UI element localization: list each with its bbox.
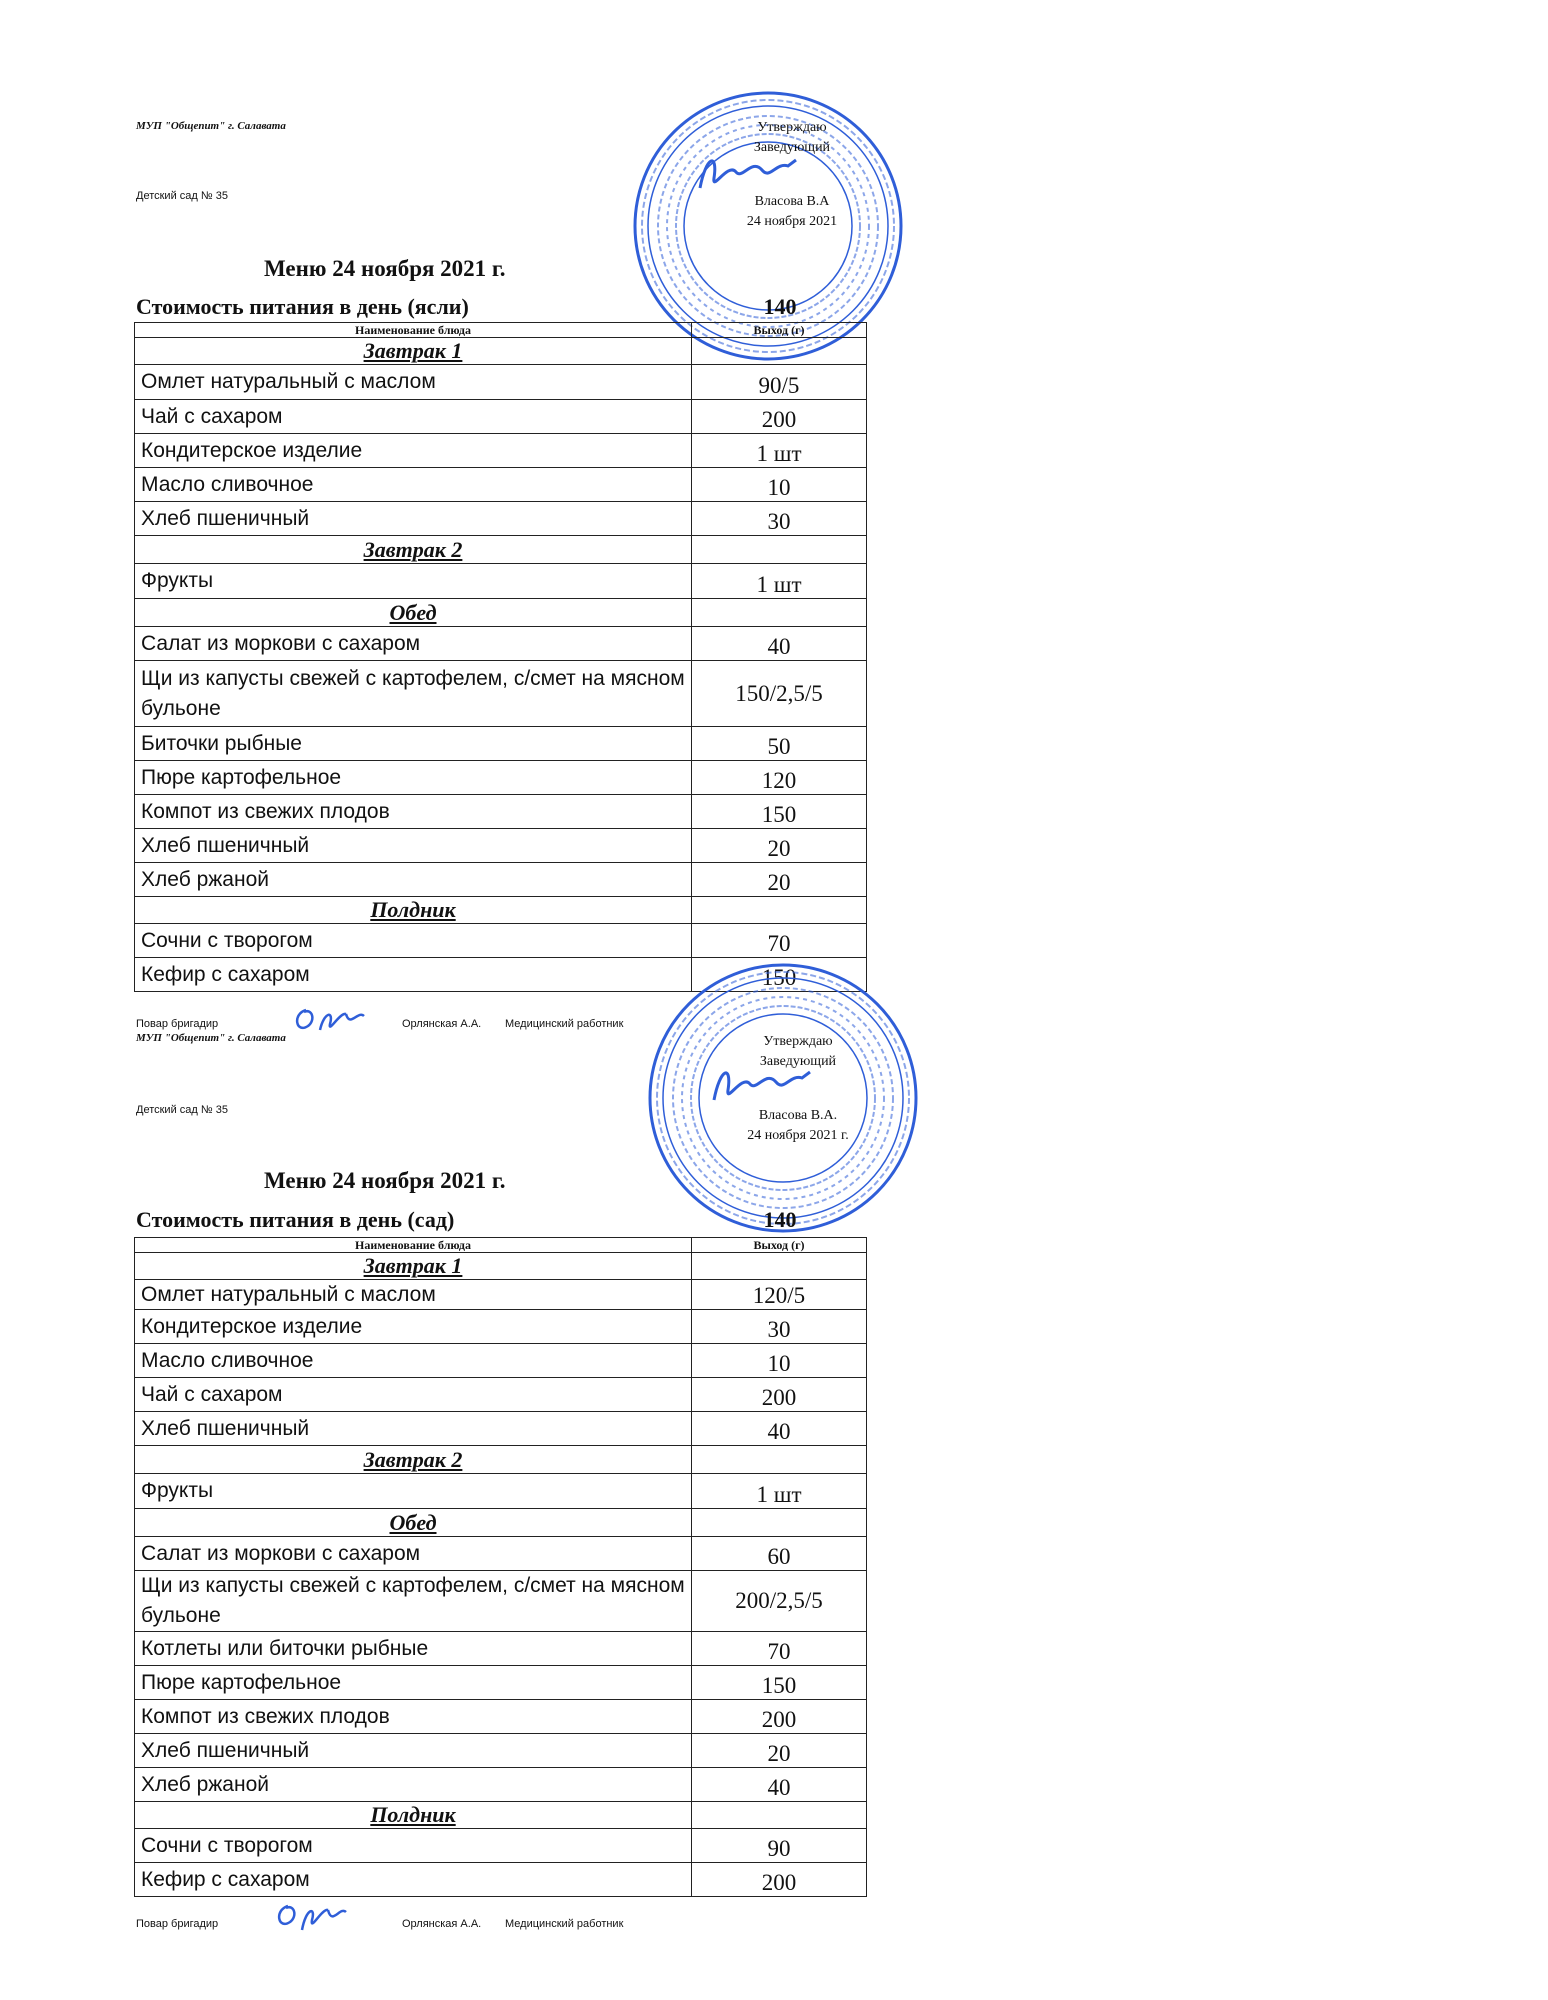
table-row [135,1310,867,1344]
table-row [135,761,867,795]
cost-value: 140 [763,294,797,319]
section-title: Полдник [135,897,692,924]
dish-name: Сочни с творогом [135,1829,692,1863]
head-name: Власова В.А. [758,1108,838,1123]
kindergarten-name: Детский сад № 35 [136,190,228,202]
table-row [135,365,867,400]
dish-name: Фрукты [135,564,692,599]
menu-title: Меню 24 ноября 2021 г. [264,1168,506,1193]
dish-name: Чай с сахаром [135,400,692,434]
table-header-row [135,323,867,338]
section-title: Обед [135,1509,692,1537]
cook-signature [272,1896,352,1947]
table-row [135,1768,867,1802]
table-row [135,727,867,761]
dish-yield: 200 [692,1700,867,1734]
dish-name: Омлет натуральный с маслом [135,365,692,400]
dish-name: Пюре картофельное [135,1666,692,1700]
table-row [135,1632,867,1666]
header-dish-name: Наименование блюда [135,1238,692,1253]
dish-yield: 60 [692,1537,867,1571]
table-row [135,564,867,599]
dish-yield: 20 [692,829,867,863]
section-title: Завтрак 2 [135,1446,692,1474]
table-row [135,924,867,958]
footer-cook-label: Повар бригадир [136,1918,219,1930]
table-row [135,502,867,536]
table-row [135,1412,867,1446]
section-row [135,1802,867,1829]
dish-yield: 200 [692,1863,867,1897]
dish-name: Биточки рыбные [135,727,692,761]
dish-yield: 200 [692,400,867,434]
dish-yield: 20 [692,863,867,897]
dish-name: Масло сливочное [135,468,692,502]
dish-name: Кефир с сахаром [135,1863,692,1897]
dish-yield: 200 [692,1378,867,1412]
section-title: Завтрак 2 [135,536,692,564]
dish-yield: 50 [692,727,867,761]
table-row [135,1378,867,1412]
dish-name: Компот из свежих плодов [135,1700,692,1734]
table-row [135,434,867,468]
section-row [135,338,867,365]
table-row [135,1537,867,1571]
table-row [135,1863,867,1897]
dish-name: Хлеб пшеничный [135,1412,692,1446]
dish-name: Пюре картофельное [135,761,692,795]
head-title: Заведующий [759,1054,837,1069]
footer-cook-name: Орлянская А.А. [402,1918,482,1930]
dish-yield: 120/5 [692,1280,867,1310]
dish-yield: 1 шт [692,1474,867,1509]
dish-name: Масло сливочное [135,1344,692,1378]
cost-label: Стоимость питания в день (ясли) [136,294,469,319]
section-row [135,1446,867,1474]
section-title: Завтрак 1 [135,338,692,365]
table-row [135,829,867,863]
section-title: Обед [135,599,692,627]
cost-label: Стоимость питания в день (сад) [136,1207,455,1232]
section-title: Завтрак 1 [135,1253,692,1280]
head-signature [706,1060,816,1115]
dish-yield: 10 [692,468,867,502]
dish-name: Хлеб ржаной [135,863,692,897]
dish-yield: 150 [692,1666,867,1700]
footer-cook-label: Повар бригадир [136,1018,219,1030]
table-header-row [135,1238,867,1253]
dish-name: Кондитерское изделие [135,1310,692,1344]
dish-yield: 40 [692,627,867,661]
table-row [135,1700,867,1734]
dish-name: Щи из капусты свежей с картофелем, с/смет на мясном бульоне [135,1571,692,1632]
dish-yield: 70 [692,924,867,958]
table-row [135,1666,867,1700]
kindergarten-name: Детский сад № 35 [136,1104,228,1116]
dish-name: Салат из моркови с сахаром [135,627,692,661]
table-row [135,1734,867,1768]
head-signature [692,148,802,203]
dish-yield: 1 шт [692,564,867,599]
approve-label: Утверждаю [757,120,827,135]
header-yield: Выход (г) [692,323,867,338]
menu-table [134,1237,867,1897]
header-dish-name: Наименование блюда [135,323,692,338]
approval-date: 24 ноября 2021 [746,214,838,229]
table-row [135,468,867,502]
dish-yield: 10 [692,1344,867,1378]
section-row [135,1253,867,1280]
menu-title: Меню 24 ноября 2021 г. [264,256,506,281]
org-name: МУП "Общепит" г. Салавата [136,1032,286,1044]
section-row [135,897,867,924]
table-row [135,795,867,829]
footer-cook-name: Орлянская А.А. [402,1018,482,1030]
approval-date: 24 ноября 2021 г. [747,1128,849,1143]
section-row [135,599,867,627]
dish-name: Компот из свежих плодов [135,795,692,829]
table-row [135,1474,867,1509]
approve-label: Утверждаю [763,1034,833,1049]
dish-name: Хлеб пшеничный [135,1734,692,1768]
head-name: Власова В.А [754,194,830,209]
dish-name: Щи из капусты свежей с картофелем, с/смет на мясном бульоне [135,661,692,727]
dish-name: Фрукты [135,1474,692,1509]
dish-yield: 40 [692,1412,867,1446]
dish-yield: 30 [692,502,867,536]
dish-yield: 200/2,5/5 [692,1571,867,1632]
dish-name: Кефир с сахаром [135,958,692,992]
dish-yield: 30 [692,1310,867,1344]
table-row [135,1571,867,1632]
header-yield: Выход (г) [692,1238,867,1253]
dish-yield: 120 [692,761,867,795]
table-row [135,627,867,661]
dish-name: Салат из моркови с сахаром [135,1537,692,1571]
dish-name: Хлеб ржаной [135,1768,692,1802]
dish-name: Чай с сахаром [135,1378,692,1412]
table-row [135,1280,867,1310]
table-row [135,1344,867,1378]
dish-name: Котлеты или биточки рыбные [135,1632,692,1666]
dish-yield: 90/5 [692,365,867,400]
table-row [135,400,867,434]
dish-name: Сочни с творогом [135,924,692,958]
dish-yield: 150/2,5/5 [692,661,867,727]
section-title: Полдник [135,1802,692,1829]
dish-name: Кондитерское изделие [135,434,692,468]
dish-yield: 1 шт [692,434,867,468]
org-name: МУП "Общепит" г. Салавата [136,120,286,132]
cost-value: 140 [763,1207,797,1232]
table-row [135,863,867,897]
section-row [135,1509,867,1537]
cook-signature [290,1000,370,1047]
table-row [135,661,867,727]
table-row [135,1829,867,1863]
dish-yield: 150 [692,958,867,992]
dish-yield: 70 [692,1632,867,1666]
dish-yield: 90 [692,1829,867,1863]
dish-yield: 150 [692,795,867,829]
dish-name: Омлет натуральный с маслом [135,1280,692,1310]
dish-name: Хлеб пшеничный [135,502,692,536]
footer-medic-label: Медицинский работник [505,1018,624,1030]
head-title: Заведующий [753,140,831,155]
dish-yield: 20 [692,1734,867,1768]
dish-yield: 40 [692,1768,867,1802]
section-row [135,536,867,564]
footer-medic-label: Медицинский работник [505,1918,624,1930]
dish-name: Хлеб пшеничный [135,829,692,863]
menu-table [134,322,867,992]
